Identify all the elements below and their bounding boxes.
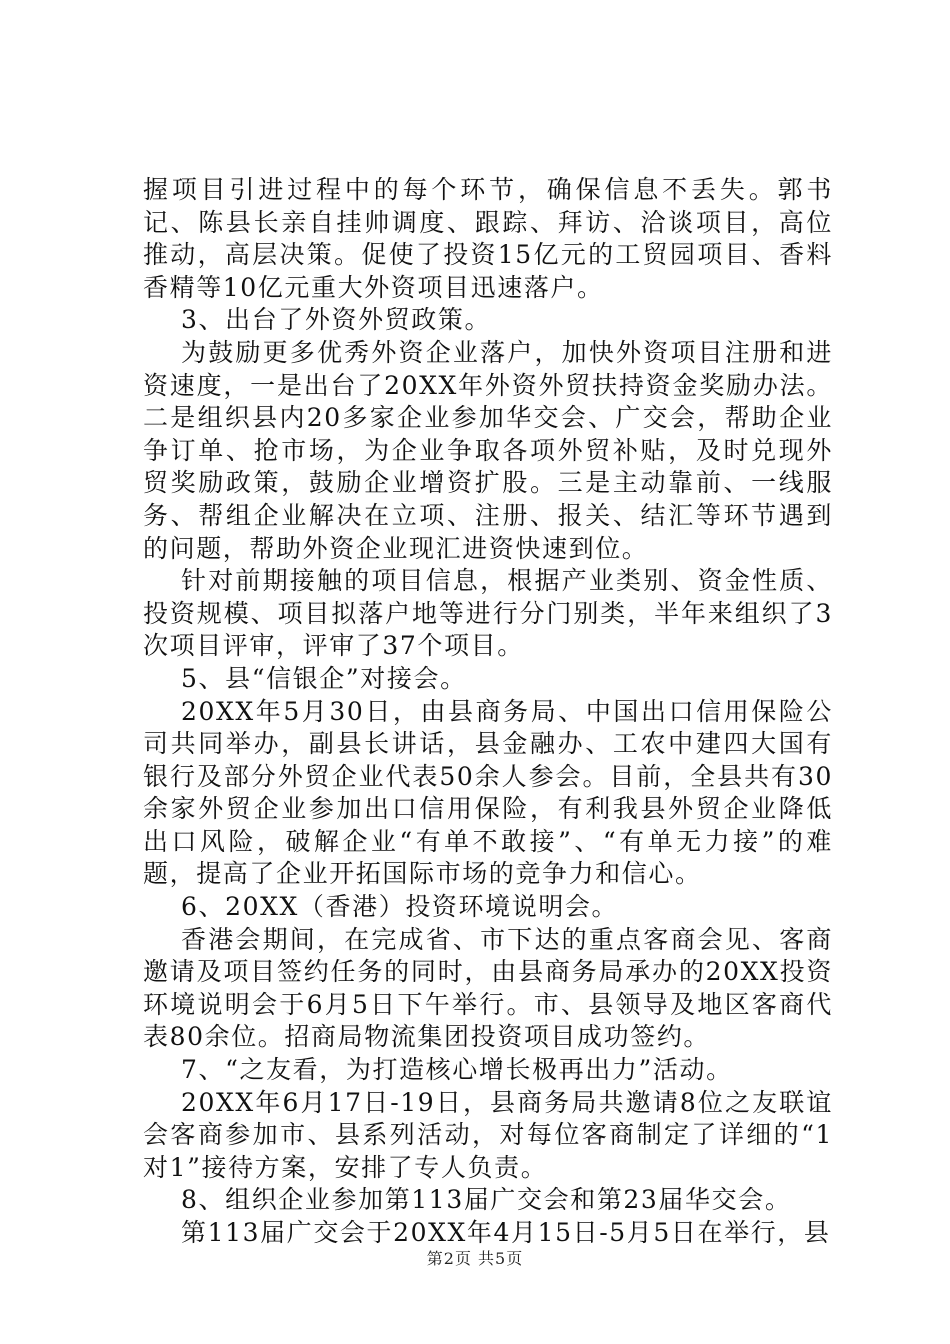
document-body bbox=[143, 174, 833, 1250]
body-paragraph: 6、20XX（香港）投资环境说明会。 bbox=[181, 892, 619, 922]
body-paragraph: 第113届广交会于20XX年4月15日-5月5日在举行，县 bbox=[181, 1218, 831, 1247]
body-paragraph: 3、出台了外资外贸政策。 bbox=[181, 305, 492, 335]
body-paragraph: 5、县“信银企”对接会。 bbox=[181, 663, 467, 693]
body-paragraph: 为鼓励更多优秀外资企业落户，加快外资项目注册和进资速度，一是出台了20XX年外资外贸扶持资金奖励办法。二是组织县内20多家企业参加华交会、广交会，帮助企业争订单、抢市场，为企业争取各项外贸补贴，及时兑现外贸奖励政策，鼓励企业增资扩股。三是主动靠前、一线服务、帮组企业解决在立项、注册、报关、结汇等环节遇到的问题，帮助外资企业现汇进资快速到位。 bbox=[143, 337, 833, 563]
body-paragraph: 握项目引进过程中的每个环节，确保信息不丢失。郭书记、陈县长亲自挂帅调度、跟踪、拜访、洽谈项目，高位推动，高层决策。促使了投资15亿元的工贸园项目、香料香精等10亿元重大外资项目迅速落户。 bbox=[143, 175, 833, 302]
body-paragraph: 7、“之友看，为打造核心增长极再出力”活动。 bbox=[181, 1055, 733, 1085]
body-paragraph: 20XX年6月17日-19日，县商务局共邀请8位之友联谊会客商参加市、县系列活动，对每位客商制定了详细的“1对1”接待方案，安排了专人负责。 bbox=[143, 1087, 833, 1182]
body-paragraph: 香港会期间，在完成省、市下达的重点客商会见、客商邀请及项目签约任务的同时，由县商务局承办的20XX投资环境说明会于6月5日下午举行。市、县领导及地区客商代表80余位。招商局物流集团投资项目成功签约。 bbox=[143, 924, 833, 1052]
body-paragraph: 20XX年5月30日，由县商务局、中国出口信用保险公司共同举办，副县长讲话，县金融办、工农中建四大国有银行及部分外贸企业代表50余人参会。目前，全县共有30余家外贸企业参加出口信用保险，有利我县外贸企业降低出口风险，破解企业“有单不敢接”、“有单无力接”的难题，提高了企业开拓国际市场的竞争力和信心。 bbox=[143, 696, 833, 889]
body-paragraph: 8、组织企业参加第113届广交会和第23届华交会。 bbox=[181, 1185, 792, 1215]
page-footer: 第2页 共5页 bbox=[426, 1249, 524, 1268]
body-paragraph: 针对前期接触的项目信息，根据产业类别、资金性质、投资规模、项目拟落户地等进行分门别类，半年来组织了3次项目评审，评审了37个项目。 bbox=[143, 566, 833, 661]
